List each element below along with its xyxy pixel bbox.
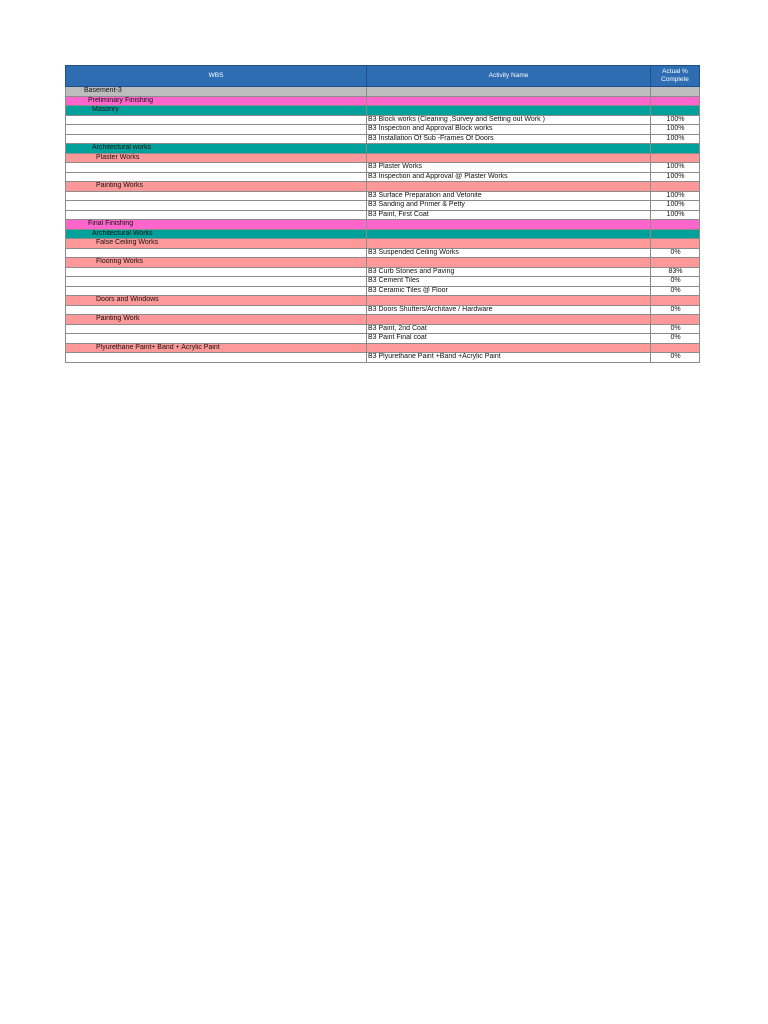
activity-row [66,324,700,334]
wbs-row-level-3 [66,258,700,268]
actual-percent-complete: 100% [651,172,700,182]
wbs-cell-empty [66,334,367,344]
activity-cell-empty [367,182,651,192]
wbs-name: Preliminary Finishing [66,96,367,106]
wbs-row-level-3 [66,239,700,249]
wbs-cell-empty [66,172,367,182]
activity-row [66,191,700,201]
actual-percent-complete: 100% [651,201,700,211]
actual-percent-complete: 0% [651,286,700,296]
actual-percent-complete: 0% [651,277,700,287]
actual-percent-complete: 0% [651,324,700,334]
actual-percent-complete: 0% [651,305,700,315]
table-header [66,66,700,87]
activity-cell-empty [367,144,651,154]
table-body [66,87,700,363]
wbs-name: Masonry [66,106,367,116]
activity-name: B3 Paint, 2nd Coat [367,324,651,334]
actual-percent-complete: 100% [651,163,700,173]
activity-cell-empty [367,229,651,239]
activity-name: B3 Suspended Ceiling Works [367,248,651,258]
wbs-name: Painting Works [66,182,367,192]
wbs-cell-empty [66,115,367,125]
activity-cell-empty [367,343,651,353]
wbs-row-level-1 [66,220,700,230]
activity-name: B3 Doors Shutters/Architave / Hardware [367,305,651,315]
wbs-row-level-2 [66,144,700,154]
header-activity-name: Activity Name [367,66,651,87]
wbs-cell-empty [66,163,367,173]
activity-cell-empty [367,220,651,230]
activity-cell-empty [367,296,651,306]
activity-name: B3 Cement Tiles [367,277,651,287]
activity-row [66,201,700,211]
activity-name: B3 Surface Preparation and Vetonite [367,191,651,201]
activity-row [66,286,700,296]
activity-row [66,163,700,173]
percent-cell-empty [651,343,700,353]
wbs-name: Doors and Windows [66,296,367,306]
wbs-row-level-0 [66,87,700,97]
percent-cell-empty [651,315,700,325]
actual-percent-complete: 100% [651,125,700,135]
activity-cell-empty [367,96,651,106]
activity-row [66,210,700,220]
actual-percent-complete: 100% [651,210,700,220]
wbs-cell-empty [66,210,367,220]
actual-percent-complete: 0% [651,248,700,258]
activity-name: B3 Ceramic Tiles @ Floor [367,286,651,296]
activity-name: B3 Plyurethane Paint +Band +Acrylic Paint [367,353,651,363]
wbs-name: Final Finishing [66,220,367,230]
activity-row [66,305,700,315]
wbs-row-level-2 [66,106,700,116]
wbs-name: False Ceiling Works [66,239,367,249]
schedule-sheet [65,65,699,363]
wbs-table [65,65,700,363]
activity-name: B3 Sanding and Primer & Petty [367,201,651,211]
wbs-cell-empty [66,134,367,144]
wbs-row-level-3 [66,315,700,325]
percent-cell-empty [651,96,700,106]
actual-percent-complete: 83% [651,267,700,277]
wbs-name: Flooring Works [66,258,367,268]
wbs-row-level-1 [66,96,700,106]
activity-name: B3 Block works (Cleaning ,Survey and Setting out Work ) [367,115,651,125]
wbs-row-level-3 [66,182,700,192]
percent-cell-empty [651,239,700,249]
activity-row [66,353,700,363]
activity-row [66,172,700,182]
activity-name: B3 Installation Of Sub -Frames Of Doors [367,134,651,144]
activity-name: B3 Plaster Works [367,163,651,173]
wbs-row-level-3 [66,343,700,353]
activity-row [66,277,700,287]
wbs-name: Painting Work [66,315,367,325]
activity-name: B3 Paint Final coat [367,334,651,344]
wbs-cell-empty [66,267,367,277]
actual-percent-complete: 0% [651,334,700,344]
activity-row [66,125,700,135]
activity-row [66,267,700,277]
activity-cell-empty [367,239,651,249]
wbs-name: Architectural works [66,144,367,154]
activity-row [66,134,700,144]
actual-percent-complete: 0% [651,353,700,363]
percent-cell-empty [651,153,700,163]
wbs-name: Plaster Works [66,153,367,163]
percent-cell-empty [651,106,700,116]
activity-cell-empty [367,87,651,97]
activity-row [66,334,700,344]
actual-percent-complete: 100% [651,134,700,144]
header-actual-percent-complete: Actual % Complete [651,66,700,87]
actual-percent-complete: 100% [651,115,700,125]
activity-cell-empty [367,315,651,325]
wbs-cell-empty [66,286,367,296]
activity-name: B3 Inspection and Approval Block works [367,125,651,135]
percent-cell-empty [651,182,700,192]
header-row [66,66,700,87]
wbs-name: Plyurethane Paint+ Band + Acrylic Paint [66,343,367,353]
wbs-cell-empty [66,125,367,135]
header-wbs: WBS [66,66,367,87]
wbs-row-level-2 [66,229,700,239]
wbs-cell-empty [66,191,367,201]
wbs-cell-empty [66,277,367,287]
activity-name: B3 Curb Stones and Paving [367,267,651,277]
activity-row [66,248,700,258]
activity-name: B3 Paint, First Coat [367,210,651,220]
wbs-row-level-3 [66,296,700,306]
wbs-name: Architectural Works [66,229,367,239]
activity-cell-empty [367,153,651,163]
percent-cell-empty [651,220,700,230]
wbs-name: Basement-3 [66,87,367,97]
wbs-cell-empty [66,353,367,363]
activity-row [66,115,700,125]
percent-cell-empty [651,258,700,268]
activity-name: B3 Inspection and Approval @ Plaster Works [367,172,651,182]
percent-cell-empty [651,296,700,306]
percent-cell-empty [651,229,700,239]
actual-percent-complete: 100% [651,191,700,201]
wbs-row-level-3 [66,153,700,163]
activity-cell-empty [367,106,651,116]
wbs-cell-empty [66,201,367,211]
wbs-cell-empty [66,305,367,315]
wbs-cell-empty [66,324,367,334]
wbs-cell-empty [66,248,367,258]
percent-cell-empty [651,144,700,154]
activity-cell-empty [367,258,651,268]
percent-cell-empty [651,87,700,97]
